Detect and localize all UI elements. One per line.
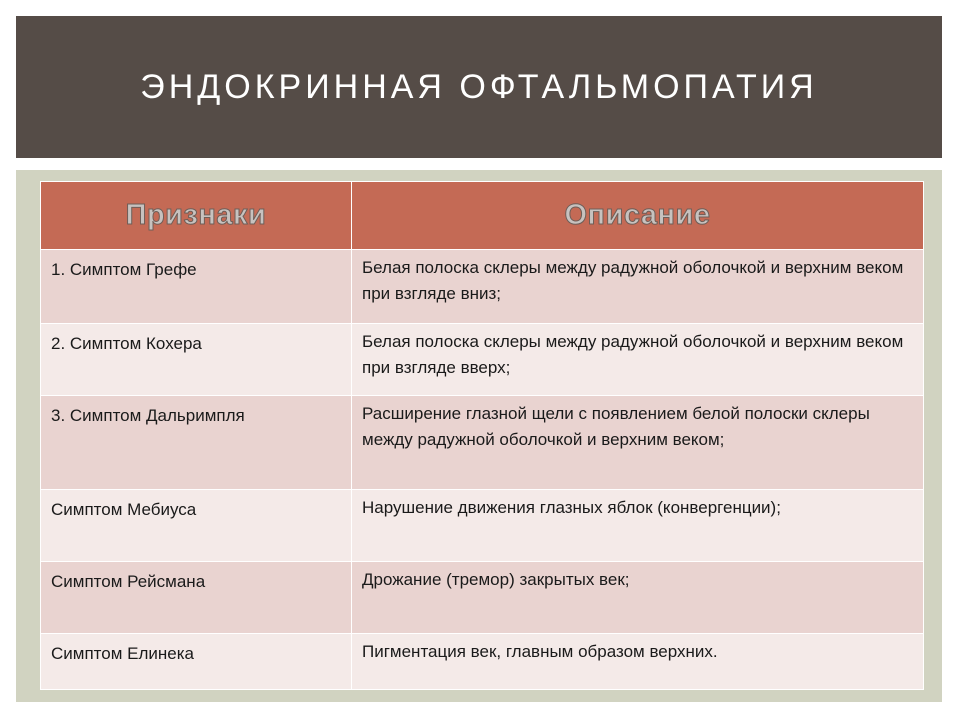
header-description-label: Описание	[564, 199, 711, 231]
table-row	[41, 396, 924, 490]
table-row	[41, 324, 924, 396]
symptoms-table	[40, 181, 924, 690]
header-cell-description	[352, 182, 924, 250]
description-cell: Белая полоска склеры между радужной оболочкой и верхним веком при взгляде вверх;	[352, 324, 924, 396]
header-cell-signs	[41, 182, 352, 250]
slide-title: ЭНДОКРИННАЯ ОФТАЛЬМОПАТИЯ	[140, 67, 818, 106]
sign-cell: 3. Симптом Дальримпля	[41, 396, 352, 490]
table-row	[41, 490, 924, 562]
table-row	[41, 562, 924, 634]
sign-cell: Симптом Елинека	[41, 634, 352, 690]
title-bar	[16, 16, 942, 158]
description-cell: Расширение глазной щели с появлением белой полоски склеры между радужной оболочкой и верхним веком;	[352, 396, 924, 490]
description-cell: Белая полоска склеры между радужной оболочкой и верхним веком при взгляде вниз;	[352, 250, 924, 324]
description-cell: Нарушение движения глазных яблок (конвергенции);	[352, 490, 924, 562]
table-row	[41, 250, 924, 324]
sign-cell: 1. Симптом Грефе	[41, 250, 352, 324]
content-panel	[16, 170, 942, 702]
sign-cell: 2. Симптом Кохера	[41, 324, 352, 396]
table-header-row	[41, 182, 924, 250]
sign-cell: Симптом Рейсмана	[41, 562, 352, 634]
description-cell: Дрожание (тремор) закрытых век;	[352, 562, 924, 634]
table-row	[41, 634, 924, 690]
header-signs-label: Признаки	[125, 199, 267, 231]
description-cell: Пигментация век, главным образом верхних.	[352, 634, 924, 690]
sign-cell: Симптом Мебиуса	[41, 490, 352, 562]
